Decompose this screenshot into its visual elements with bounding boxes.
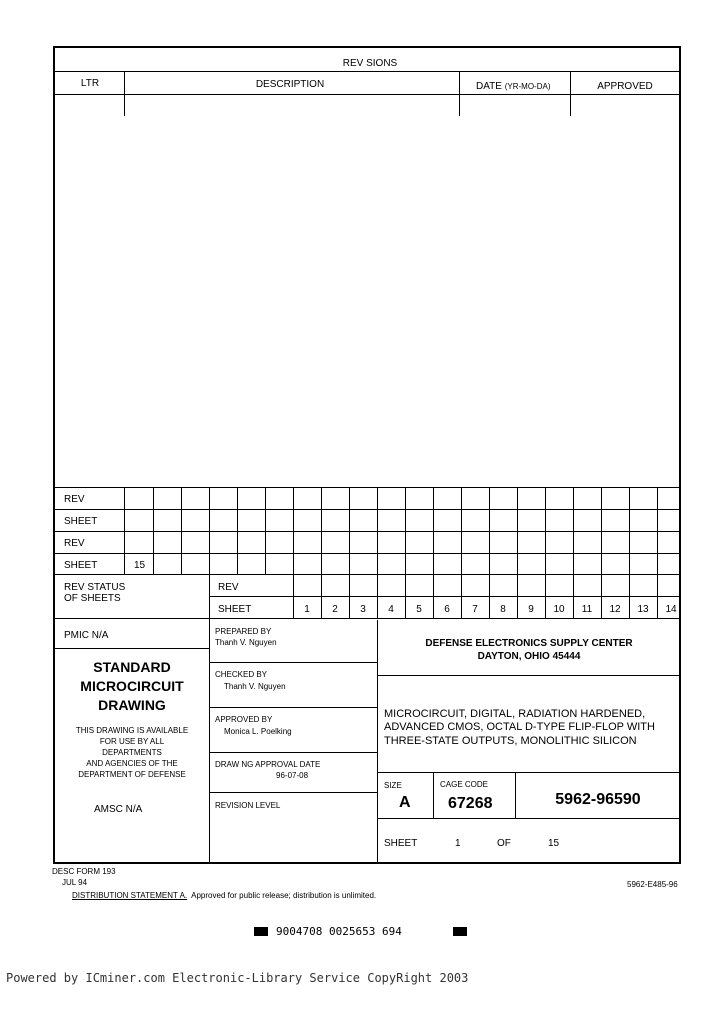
sheet-number: 14 (665, 604, 677, 615)
sheet-number: 8 (500, 604, 506, 615)
sheet-number: 10 (553, 604, 565, 615)
availability-line: FOR USE BY ALL (99, 737, 165, 746)
sheet-number: 13 (637, 604, 649, 615)
sheet-number: 1 (304, 604, 310, 615)
cage-value: 67268 (448, 795, 493, 812)
rev-status-label-2: OF SHEETS (64, 593, 121, 604)
title-line3: THREE-STATE OUTPUTS, MONOLITHIC SILICON (384, 735, 637, 747)
revisions-title: REV SIONS (342, 58, 398, 69)
approved-label: APPROVED BY (215, 715, 273, 724)
approved-name: Monica L. Poelking (224, 727, 292, 736)
title-line1: MICROCIRCUIT, DIGITAL, RADIATION HARDENED, (384, 708, 646, 720)
prepared-label: PREPARED BY (215, 627, 272, 636)
amsc: AMSC N/A (94, 804, 143, 815)
title-line2: ADVANCED CMOS, OCTAL D-TYPE FLIP-FLOP WITH (384, 721, 655, 733)
rev-status-rev: REV (218, 582, 239, 593)
grid-rev-label-2: REV (64, 538, 85, 549)
col-date: DATE (YR-MO-DA) (476, 81, 551, 92)
sheet-number: 5 (416, 604, 422, 615)
agency-line2: DAYTON, OHIO 45444 (477, 651, 581, 662)
rev-status-sheet: SHEET (218, 604, 252, 615)
pmic: PMIC N/A (64, 630, 109, 641)
sheet-number: 9 (528, 604, 534, 615)
revision-level: REVISION LEVEL (215, 801, 281, 810)
prepared-name: Thanh V. Nguyen (215, 638, 277, 647)
agency-line1: DEFENSE ELECTRONICS SUPPLY CENTER (425, 638, 633, 649)
distribution-statement: DISTRIBUTION STATEMENT A. Approved for public release; distribution is unlimited. (72, 891, 377, 900)
grid-rev-label-1: REV (64, 494, 85, 505)
sheet-number: 12 (609, 604, 621, 615)
sheet-number: 2 (332, 604, 338, 615)
cage-label: CAGE CODE (440, 780, 489, 789)
drawing-number: 5962-96590 (555, 791, 641, 808)
availability-line: DEPARTMENTS (102, 748, 162, 757)
checked-label: CHECKED BY (215, 670, 268, 679)
sheet-number: 11 (581, 604, 593, 615)
availability-line: AND AGENCIES OF THE (86, 759, 178, 768)
of-label: OF (497, 838, 511, 849)
availability-line: DEPARTMENT OF DEFENSE (78, 770, 186, 779)
availability-line: THIS DRAWING IS AVAILABLE (75, 726, 189, 735)
grid-sheet-label-2: SHEET (64, 560, 98, 571)
checked-name: Thanh V. Nguyen (224, 682, 286, 691)
sheet-number: 6 (444, 604, 450, 615)
of-value: 15 (548, 838, 560, 849)
barcode-mark-right (453, 927, 467, 936)
standard-line2: MICROCIRCUIT (80, 678, 184, 694)
sheet-number: 4 (388, 604, 394, 615)
standard-line1: STANDARD (93, 659, 171, 675)
col-approved: APPROVED (597, 81, 653, 92)
size-label: SIZE (384, 781, 402, 790)
date-label: DRAW NG APPROVAL DATE (215, 760, 321, 769)
barcode-mark-left (254, 927, 268, 936)
sheet-value: 1 (455, 838, 461, 849)
desc-form: DESC FORM 193 (52, 867, 116, 876)
sheet-number: 3 (360, 604, 366, 615)
powered-by: Powered by ICminer.com Electronic-Library Service CopyRight 2003 (6, 971, 469, 985)
sheet-label: SHEET (384, 838, 418, 849)
form-date: JUL 94 (62, 878, 88, 887)
rev-status-label-1: REV STATUS (64, 582, 126, 593)
barcode-text: 9004708 0025653 694 (276, 925, 402, 938)
sheet-number: 7 (472, 604, 478, 615)
col-ltr: LTR (80, 78, 100, 89)
col-description: DESCRIPTION (255, 79, 325, 90)
grid-sheet-label-1: SHEET (64, 516, 98, 527)
grid-sheet-15: 15 (133, 560, 146, 571)
date-value: 96-07-08 (276, 771, 309, 780)
standard-line3: DRAWING (98, 697, 166, 713)
reference-number: 5962-E485-96 (627, 880, 678, 889)
size-value: A (399, 794, 411, 811)
